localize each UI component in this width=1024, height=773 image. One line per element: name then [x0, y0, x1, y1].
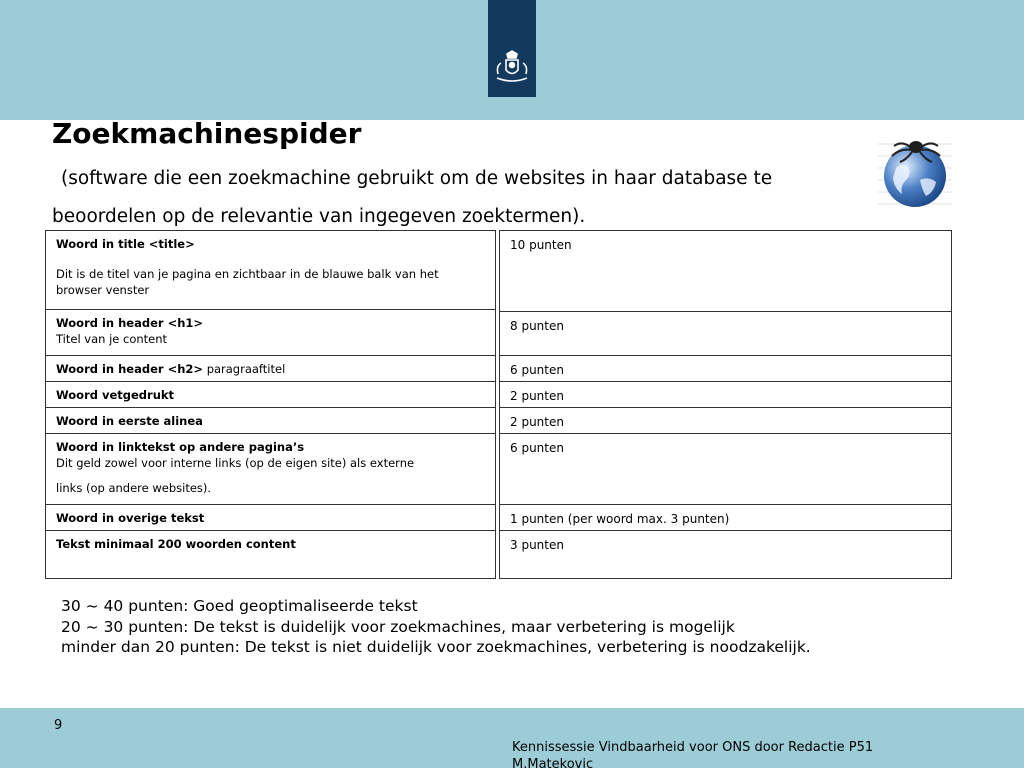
score-summary [61, 596, 811, 658]
points-cell: 6 punten [500, 356, 952, 382]
criterion-description: paragraaftitel [206, 362, 286, 376]
royal-coat-of-arms-icon [491, 50, 533, 84]
criterion-label: Woord in header <h2> [56, 362, 204, 376]
page-number: 9 [54, 718, 63, 733]
points-cell: 2 punten [500, 408, 952, 434]
criterion-label: Woord vetgedrukt [56, 388, 175, 402]
criterion-label: Woord in title <title> [56, 237, 195, 251]
criterion-description: Dit geld zowel voor interne links (op de eigen site) als externe [56, 456, 415, 470]
criterion-label: Woord in eerste alinea [56, 414, 203, 428]
table-row [46, 408, 496, 434]
subtitle-line-1: (software die een zoekmachine gebruikt om de websites in haar database te [61, 168, 773, 189]
table-row [46, 531, 496, 579]
summary-line: minder dan 20 punten: De tekst is niet duidelijk voor zoekmachines, verbetering is noodzakelijk. [61, 638, 811, 656]
subtitle-line-2: beoordelen op de relevantie van ingegeven zoektermen). [52, 206, 586, 227]
points-cell: 8 punten [500, 312, 952, 356]
spider-on-globe-icon [878, 134, 952, 208]
points-cell: 6 punten [500, 434, 952, 505]
page-title: Zoekmachinespider [52, 117, 362, 150]
table-row [46, 356, 496, 382]
criteria-table [45, 230, 496, 579]
table-row [46, 505, 496, 531]
table-row [46, 434, 496, 505]
points-table [499, 230, 952, 579]
points-cell: 2 punten [500, 382, 952, 408]
criterion-description: Titel van je content [56, 332, 168, 346]
footer-line-1: Kennissessie Vindbaarheid voor ONS door Redactie P51 [512, 740, 874, 755]
criterion-description-2: links (op andere websites). [56, 481, 212, 495]
summary-line: 20 ~ 30 punten: De tekst is duidelijk voor zoekmachines, maar verbetering is mogelijk [61, 617, 735, 636]
criterion-label: Woord in header <h1> [56, 316, 204, 330]
points-cell: 1 punten (per woord max. 3 punten) [500, 505, 952, 531]
criterion-description: Dit is de titel van je pagina en zichtbaar in de blauwe balk van het browser venster [56, 267, 439, 297]
table-row [46, 382, 496, 408]
footer-line-2: M.Matekovic [512, 757, 594, 772]
subtitle [52, 160, 852, 236]
points-cell: 10 punten [500, 231, 952, 312]
summary-line: 30 ~ 40 punten: Goed geoptimaliseerde tekst [61, 597, 418, 615]
points-cell: 3 punten [500, 531, 952, 579]
criterion-label: Tekst minimaal 200 woorden content [56, 537, 296, 551]
government-logo [488, 0, 536, 97]
table-row [46, 310, 496, 356]
criterion-label: Woord in overige tekst [56, 511, 205, 525]
criterion-label: Woord in linktekst op andere pagina’s [56, 440, 305, 454]
table-row [46, 231, 496, 310]
